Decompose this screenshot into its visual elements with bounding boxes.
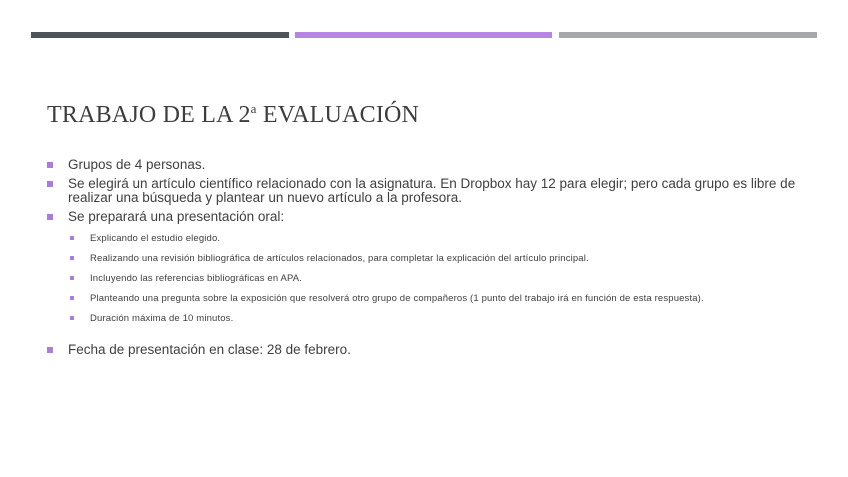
accent-bar-gray [559, 32, 817, 38]
square-bullet-icon [70, 276, 74, 280]
square-bullet-icon [47, 162, 53, 168]
bullet-text: Se elegirá un artículo científico relacionado con la asignatura. En Dropbox hay 12 para elegir; pero cada grupo es libre de realizar una búsqueda y plantear un nuevo artículo a la profesora. [68, 175, 796, 205]
slide-title-end: EVALUACIÓN [256, 102, 420, 128]
square-bullet-icon [47, 181, 53, 187]
bullet-item-article [47, 177, 797, 206]
sub-bullet-text: Incluyendo las referencias bibliográficas en APA. [90, 273, 303, 284]
bullet-text: Grupos de 4 personas. [68, 157, 206, 172]
accent-bar-purple [295, 32, 552, 38]
slide-title-superscript: a [250, 101, 257, 116]
sub-bullet-list [47, 233, 797, 324]
bullet-text: Fecha de presentación en clase: 28 de febrero. [68, 342, 351, 357]
final-bullet-list [47, 343, 797, 358]
slide-content [47, 158, 797, 362]
bullet-text: Se preparará una presentación oral: [68, 208, 285, 224]
bullet-item-groups [47, 158, 797, 173]
square-bullet-icon [70, 256, 74, 260]
square-bullet-icon [47, 347, 53, 353]
sub-bullet-item [47, 233, 797, 244]
sub-bullet-text: Realizando una revisión bibliográfica de artículos relacionados, para completar la explicación del artículo principal. [90, 253, 589, 264]
sub-bullet-item [47, 273, 797, 284]
bullet-list [47, 158, 797, 224]
square-bullet-icon [70, 236, 74, 240]
bullet-item-presentation [47, 210, 797, 225]
bullet-item-date [47, 343, 797, 358]
sub-bullet-text: Explicando el estudio elegido. [90, 233, 221, 244]
square-bullet-icon [70, 296, 74, 300]
sub-bullet-text: Planteando una pregunta sobre la exposición que resolverá otro grupo de compañeros (1 punto del trabajo irá en función de esta respuesta). [90, 293, 704, 304]
accent-bar-dark [31, 32, 289, 38]
sub-bullet-item [47, 253, 797, 264]
slide-title-main: TRABAJO DE LA 2 [47, 102, 251, 128]
sub-bullet-item [47, 313, 797, 324]
square-bullet-icon [47, 214, 53, 220]
sub-bullet-text: Duración máxima de 10 minutos. [90, 313, 234, 324]
sub-bullet-item [47, 293, 797, 304]
square-bullet-icon [70, 316, 74, 320]
slide-title [47, 101, 419, 129]
